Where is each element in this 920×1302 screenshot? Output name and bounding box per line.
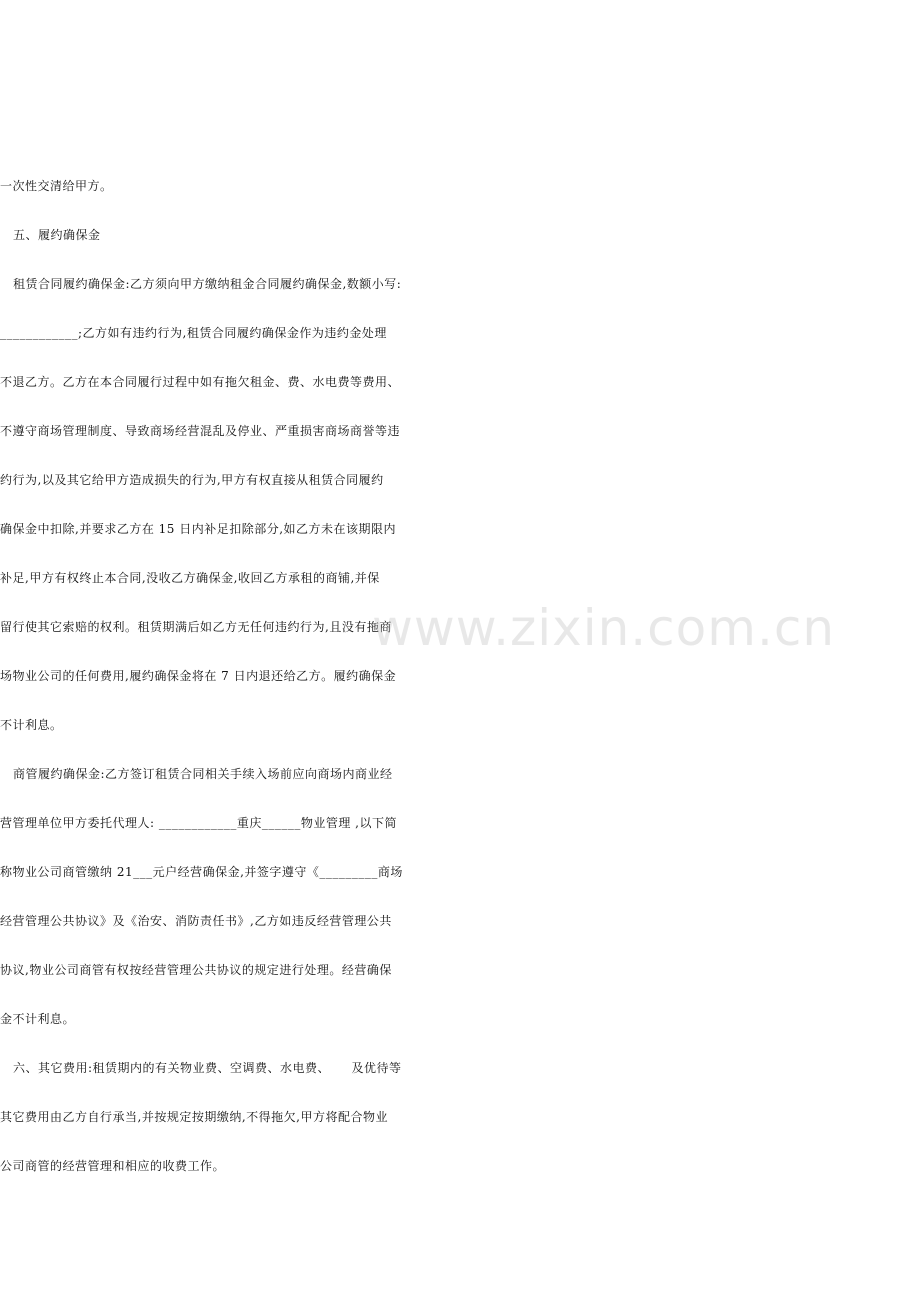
text-line: 确保金中扣除,并要求乙方在 15 日内补足扣除部分,如乙方未在该期限内 — [0, 522, 397, 536]
text-line: 补足,甲方有权终止本合同,没收乙方确保金,收回乙方承租的商铺,并保 — [0, 571, 380, 585]
text-line: 不退乙方。乙方在本合同履行过程中如有拖欠租金、费、水电费等费用、 — [0, 375, 401, 389]
text-line: 不计利息。 — [0, 718, 63, 732]
text-line: 场物业公司的任何费用,履约确保金将在 7 日内退还给乙方。履约确保金 — [0, 669, 397, 683]
text-line: 公司商管的经营管理和相应的收费工作。 — [0, 1159, 226, 1173]
text-line: 租赁合同履约确保金:乙方须向甲方缴纳租金合同履约确保金,数额小写: — [0, 277, 402, 291]
watermark: www.zixin.com.cn — [372, 599, 836, 657]
text-line: 商管履约确保金:乙方签订租赁合同相关手续入场前应向商场内商业经 — [0, 767, 393, 781]
text-line: 称物业公司商管缴纳 21___元户经营确保金,并签字遵守《_________商场 — [0, 865, 403, 879]
text-line: 不遵守商场管理制度、导致商场经营混乱及停业、严重损害商场商誉等违 — [0, 424, 401, 438]
text-line: 其它费用由乙方自行承当,并按规定按期缴纳,不得拖欠,甲方将配合物业 — [0, 1110, 388, 1124]
text-line: 协议,物业公司商管有权按经营管理公共协议的规定进行处理。经营确保 — [0, 963, 392, 977]
text-line: 六、其它费用:租赁期内的有关物业费、空调费、水电费、 及优待等 — [0, 1061, 402, 1075]
text-line: 营管理单位甲方委托代理人: ____________重庆______物业管理 ,以下简 — [0, 816, 397, 830]
text-line: 留行使其它索赔的权利。租赁期满后如乙方无任何违约行为,且没有拖商 — [0, 620, 392, 634]
text-line: ____________;乙方如有违约行为,租赁合同履约确保金作为违约金处理 — [0, 326, 387, 340]
section-heading: 五、履约确保金 — [0, 228, 101, 242]
text-line: 一次性交清给甲方。 — [0, 179, 113, 193]
text-line: 金不计利息。 — [0, 1012, 76, 1026]
text-line: 约行为,以及其它给甲方造成损失的行为,甲方有权直接从租赁合同履约 — [0, 473, 384, 487]
text-line: 经营管理公共协议》及《治安、消防责任书》,乙方如违反经营管理公共 — [0, 914, 392, 928]
